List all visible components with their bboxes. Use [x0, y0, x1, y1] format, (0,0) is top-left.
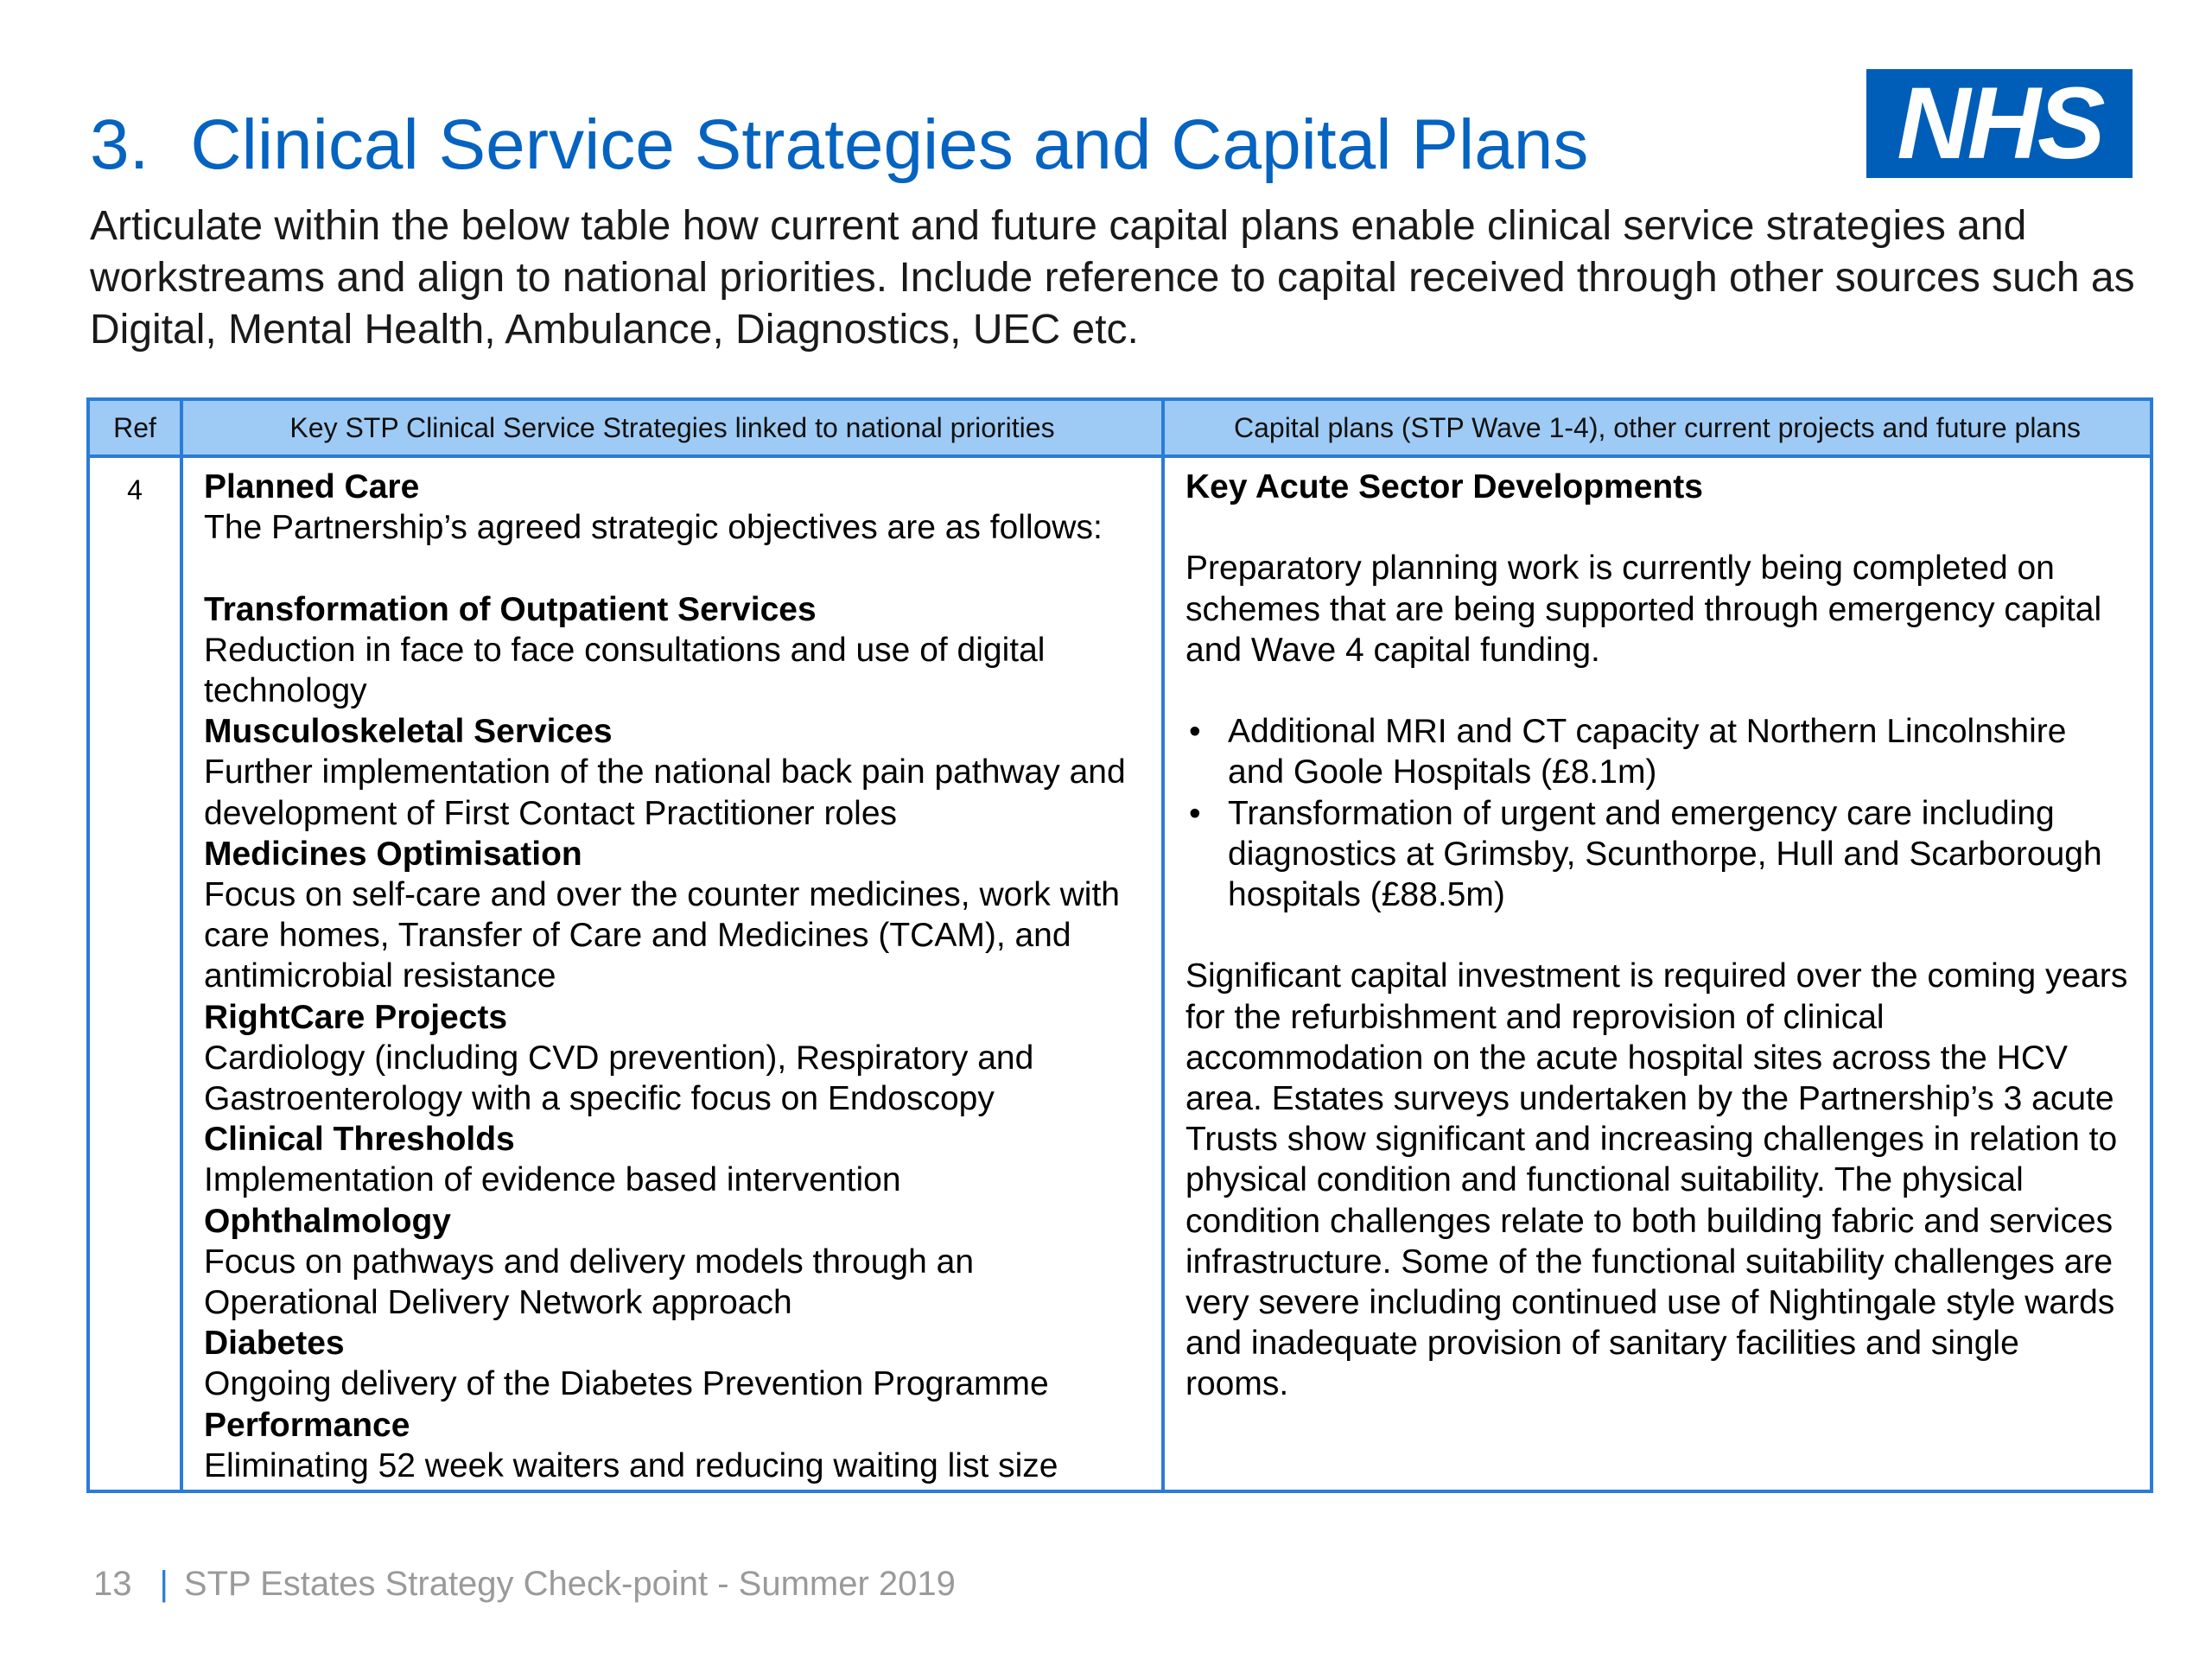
- bullet-icon: •: [1189, 713, 1201, 751]
- table-row: [88, 456, 2152, 1491]
- strategy-description: Implementation of evidence based intervention: [204, 1161, 901, 1199]
- bullet-text: Transformation of urgent and emergency care including diagnostics at Grimsby, Scunthorpe, Hull and Scarborough hospitals (£88.5m): [1228, 794, 2102, 913]
- bullet-text: Additional MRI and CT capacity at Northern Lincolnshire and Goole Hospitals (£8.1m): [1228, 713, 2067, 791]
- list-item: [1185, 793, 2129, 916]
- footer: [93, 1562, 956, 1605]
- intro-text: Articulate within the below table how current and future capital plans enable clinical service strategies and workstreams and align to national priorities. Include reference to capital received through other sources such as Digital, Mental Health, Ambulance, Diagnostics, UEC etc.: [90, 203, 2135, 353]
- bullet-icon: •: [1189, 794, 1201, 832]
- strategy-heading: Performance: [204, 1406, 410, 1444]
- nhs-logo: [1866, 67, 2133, 181]
- capital-bullet-list: [1185, 711, 2129, 915]
- strategy-heading: Ophthalmology: [204, 1202, 451, 1240]
- strategies-cell: [181, 456, 1163, 1491]
- capital-title: Key Acute Sector Developments: [1185, 468, 1703, 505]
- capital-paragraph-2: Significant capital investment is required over the coming years for the refurbishment and reprovision of clinical accommodation on the acute hospital sites across the HCV area. Estates surveys undertaken by the Partnership’s 3 acute Trusts show significant and increasing challenges in relation to physical condition and functional suitability. The physical condition challenges relate to both building fabric and services infrastructure. Some of the functional suitability challenges are very severe including continued use of Nightingale style wards and inadequate provision of sanitary facilities and single rooms.: [1185, 957, 2128, 1403]
- spacer: [1185, 671, 2129, 711]
- strategy-heading: Musculoskeletal Services: [204, 713, 613, 751]
- strategy-table: [86, 397, 2153, 1493]
- page-number: 13: [93, 1565, 132, 1603]
- strategy-heading: Clinical Thresholds: [204, 1121, 515, 1159]
- header-capital: Capital plans (STP Wave 1-4), other current projects and future plans: [1163, 399, 2152, 456]
- spacer: [204, 548, 1141, 588]
- spacer: [1185, 915, 2129, 956]
- page-title: [90, 102, 1588, 188]
- strategy-heading: Diabetes: [204, 1325, 345, 1363]
- strategy-description: Focus on pathways and delivery models through an Operational Delivery Network approach: [204, 1243, 975, 1322]
- strategy-list: [204, 589, 1141, 1486]
- footer-separator: |: [159, 1565, 168, 1603]
- spacer: [1185, 507, 2129, 548]
- strategies-title: Planned Care: [204, 468, 420, 505]
- footer-text: STP Estates Strategy Check-point - Summer 2019: [183, 1565, 956, 1603]
- strategy-description: Further implementation of the national back pain pathway and development of First Contact Practitioner roles: [204, 753, 1126, 832]
- row-ref: 4: [88, 456, 181, 1491]
- header-strategies: Key STP Clinical Service Strategies linked to national priorities: [181, 399, 1163, 456]
- strategy-description: Cardiology (including CVD prevention), Respiratory and Gastroenterology with a specific focus on Endoscopy: [204, 1039, 1034, 1118]
- strategy-description: Focus on self-care and over the counter medicines, work with care homes, Transfer of Care and Medicines (TCAM), and antimicrobial resistance: [204, 876, 1120, 995]
- capital-cell: [1163, 456, 2152, 1491]
- section-title: Clinical Service Strategies and Capital Plans: [190, 105, 1589, 184]
- strategy-heading: RightCare Projects: [204, 998, 508, 1036]
- strategy-description: Reduction in face to face consultations and use of digital technology: [204, 631, 1046, 709]
- nhs-logo-text: NHS: [1897, 67, 2102, 181]
- strategy-heading: Medicines Optimisation: [204, 835, 582, 873]
- strategy-description: Eliminating 52 week waiters and reducing waiting list size: [204, 1446, 1058, 1484]
- table-header-row: [88, 399, 2152, 456]
- section-number: 3.: [90, 105, 149, 184]
- strategy-description: Ongoing delivery of the Diabetes Prevention Programme: [204, 1365, 1049, 1403]
- header-ref: Ref: [88, 399, 181, 456]
- list-item: [1185, 711, 2129, 792]
- capital-paragraph-1: Preparatory planning work is currently being completed on schemes that are being supported through emergency capital and Wave 4 capital funding.: [1185, 550, 2102, 669]
- strategy-heading: Transformation of Outpatient Services: [204, 590, 817, 628]
- strategies-intro: The Partnership’s agreed strategic objectives are as follows:: [204, 509, 1103, 547]
